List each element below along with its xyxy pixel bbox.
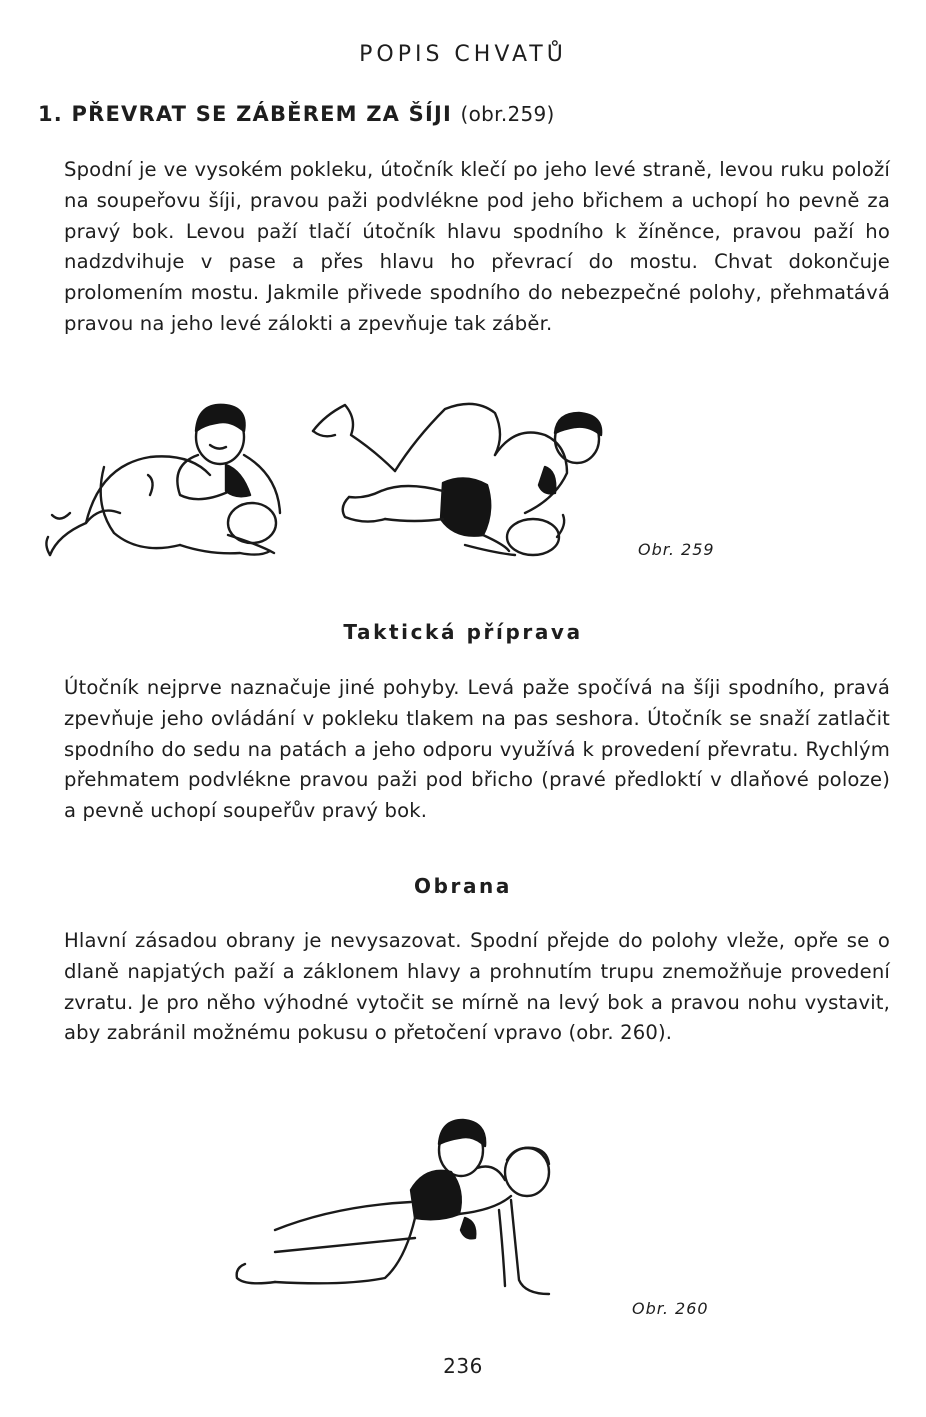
tactics-heading: Taktická příprava [343, 620, 583, 644]
figure-260-caption: Obr. 260 [632, 1299, 709, 1318]
hold-description: Spodní je ve vysokém pokleku, útočník klečí po jeho levé straně, levou ruku položí na soupeřovu šíji, pravou paži podvlékne pod jeho břichem a uchopí ho pevně za pravý bok. Levou paží tlačí útočník hlavu spodního k žíněnce, pravou paží ho nadzdvihuje v pase a přes hlavu ho převrací do mostu. Chvat dokončuje prolomením mostu. Jakmile přivede spodního do nebezpečné polohy, přehmatává pravou na jeho levé zálokti a zpevňuje tak záběr. [64, 158, 890, 335]
figure-259-caption: Obr. 259 [638, 540, 715, 559]
page-number: 236 [443, 1354, 483, 1378]
wrestlers-bridge-illustration [305, 395, 610, 565]
hold-heading [38, 102, 555, 126]
tactics-text: Útočník nejprve naznačuje jiné pohyby. Levá paže spočívá na šíji spodního, pravá zpevňuje jeho ovládání v pokleku tlakem na pas seshora. Útočník se snaží zatlačit spodního do sedu na patách a jeho odporu využívá k provedení převratu. Rychlým přehmatem podvlékne pravou paži pod břicho (pravé předloktí v dlaňové poloze) a pevně uchopí soupeřův pravý bok. [64, 676, 890, 823]
wrestlers-defense-illustration [215, 1110, 565, 1320]
section-title: POPIS CHVATŮ [359, 42, 567, 67]
hold-heading-title: 1. PŘEVRAT SE ZÁBĚREM ZA ŠÍJI [38, 102, 452, 126]
wrestlers-kneeling-illustration [30, 395, 295, 565]
defense-heading: Obrana [413, 874, 512, 898]
defense-text: Hlavní zásadou obrany je nevysazovat. Spodní přejde do polohy vleže, opře se o dlaně napjatých paží a záklonem hlavy a prohnutím trupu znemožňuje provedení zvratu. Je pro něho výhodné vytočit se mírně na levý bok a pravou nohu vystavit, aby zabránil možnému pokusu o přetočení vpravo (obr. 260). [64, 929, 890, 1045]
hold-figure-ref: (obr.259) [460, 102, 555, 126]
